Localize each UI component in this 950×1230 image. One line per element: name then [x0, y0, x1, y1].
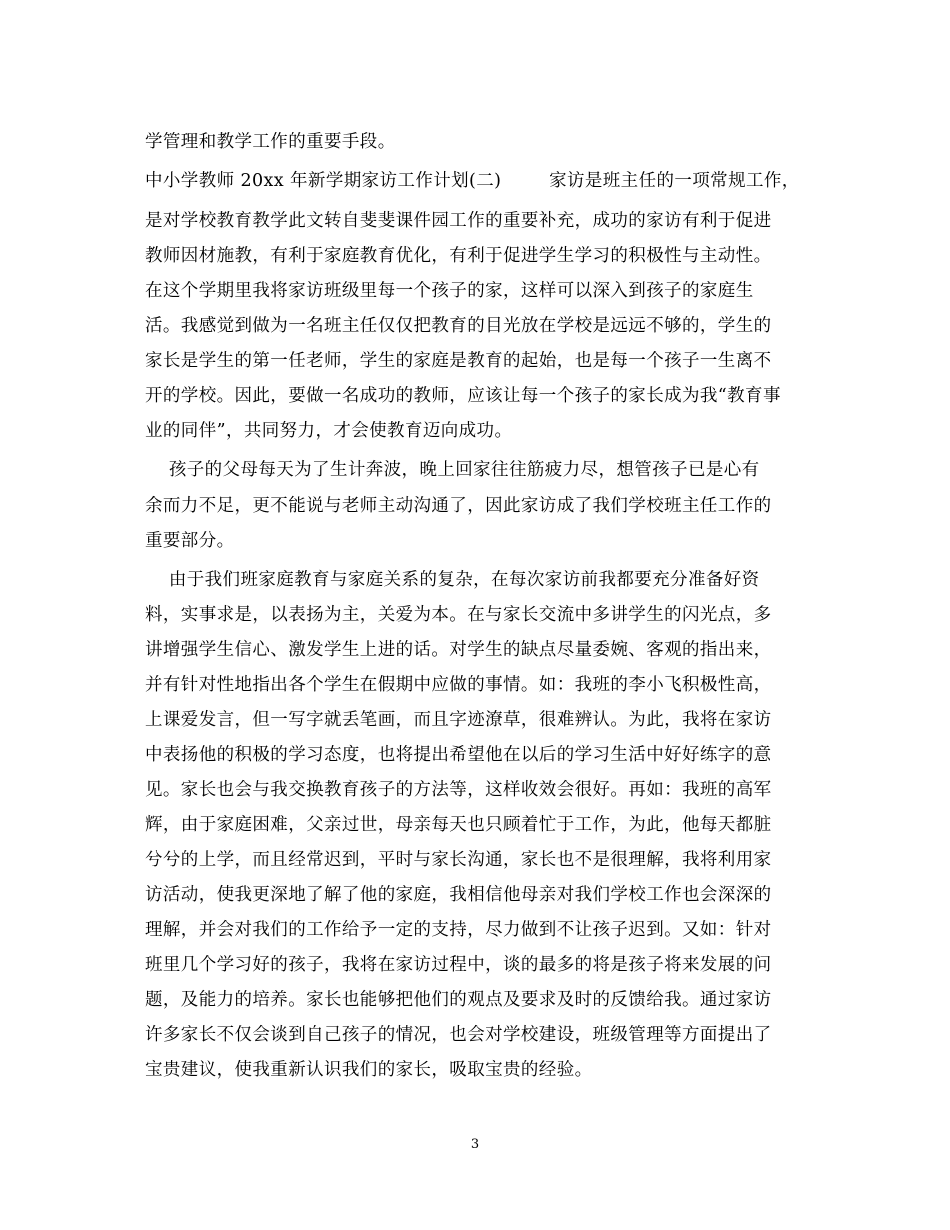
text-line: 中表扬他的积极的学习态度，也将提出希望他在以后的学习生活中好好练字的意 — [145, 745, 772, 765]
text-line: 题，及能力的培养。家长也能够把他们的观点及要求及时的反馈给我。通过家访 — [145, 990, 772, 1010]
text-line: 家长是学生的第一任老师，学生的家庭是教育的起始，也是每一个孩子一生离不 — [145, 351, 772, 371]
text-line: 并有针对性地指出各个学生在假期中应做的事情。如：我班的李小飞积极性高， — [145, 675, 772, 695]
text-line: 许多家长不仅会谈到自己孩子的情况，也会对学校建设，班级管理等方面提出了 — [145, 1025, 772, 1045]
text-line: 班里几个学习好的孩子，我将在家访过程中，谈的最多的将是孩子将来发展的问 — [145, 955, 772, 975]
text-line: 在这个学期里我将家访班级里每一个孩子的家，这样可以深入到孩子的家庭生 — [145, 281, 754, 301]
text-line: 开的学校。因此，要做一名成功的教师，应该让每一个孩子的家长成为我“教育事 — [145, 386, 781, 406]
text-line: 教师因材施教，有利于家庭教育优化，有利于促进学生学习的积极性与主动性。 — [145, 246, 772, 266]
text-line: 理解，并会对我们的工作给予一定的支持，尽力做到不让孩子迟到。又如：针对 — [145, 920, 772, 940]
text-line: 活。我感觉到做为一名班主任仅仅把教育的目光放在学校是远远不够的，学生的 — [145, 316, 772, 336]
text-line: 访活动，使我更深地了解了他的家庭，我相信他母亲对我们学校工作也会深深的 — [145, 885, 772, 905]
text-line: 兮兮的上学，而且经常迟到，平时与家长沟通，家长也不是很理解，我将利用家 — [145, 850, 772, 870]
text-line: 见。家长也会与我交换教育孩子的方法等，这样收效会很好。再如：我班的高军 — [145, 780, 772, 800]
text-line: 孩子的父母每天为了生计奔波，晚上回家往往筋疲力尽，想管孩子已是心有 — [145, 460, 760, 480]
text-line: 是对学校教育教学此文转自斐斐课件园工作的重要补充，成功的家访有利于促进 — [145, 211, 772, 231]
text-line: 学管理和教学工作的重要手段。 — [145, 132, 396, 152]
text-line: 上课爱发言，但一写字就丢笔画，而且字迹潦草，很难辨认。为此，我将在家访 — [145, 710, 772, 730]
text-line: 讲增强学生信心、激发学生上进的话。对学生的缺点尽量委婉、客观的指出来， — [145, 640, 772, 660]
text-line: 业的同伴”，共同努力，才会使教育迈向成功。 — [145, 421, 513, 441]
text-line: 辉，由于家庭困难，父亲过世，母亲每天也只顾着忙于工作，为此，他每天都脏 — [145, 815, 772, 835]
text-line: 料，实事求是，以表扬为主，关爱为本。在与家长交流中多讲学生的闪光点，多 — [145, 605, 772, 625]
text-line: 由于我们班家庭教育与家庭关系的复杂，在每次家访前我都要充分准备好资 — [145, 570, 760, 590]
text-line: 重要部分。 — [145, 531, 235, 551]
text-line: 余而力不足，更不能说与老师主动沟通了，因此家访成了我们学校班主任工作的 — [145, 496, 772, 516]
text-line: 宝贵建议，使我重新认识我们的家长，吸取宝贵的经验。 — [145, 1060, 593, 1080]
text-line: 中小学教师 20xx 年新学期家访工作计划(二) 家访是班主任的一项常规工作， — [145, 171, 800, 191]
page-number: 3 — [470, 1137, 480, 1152]
